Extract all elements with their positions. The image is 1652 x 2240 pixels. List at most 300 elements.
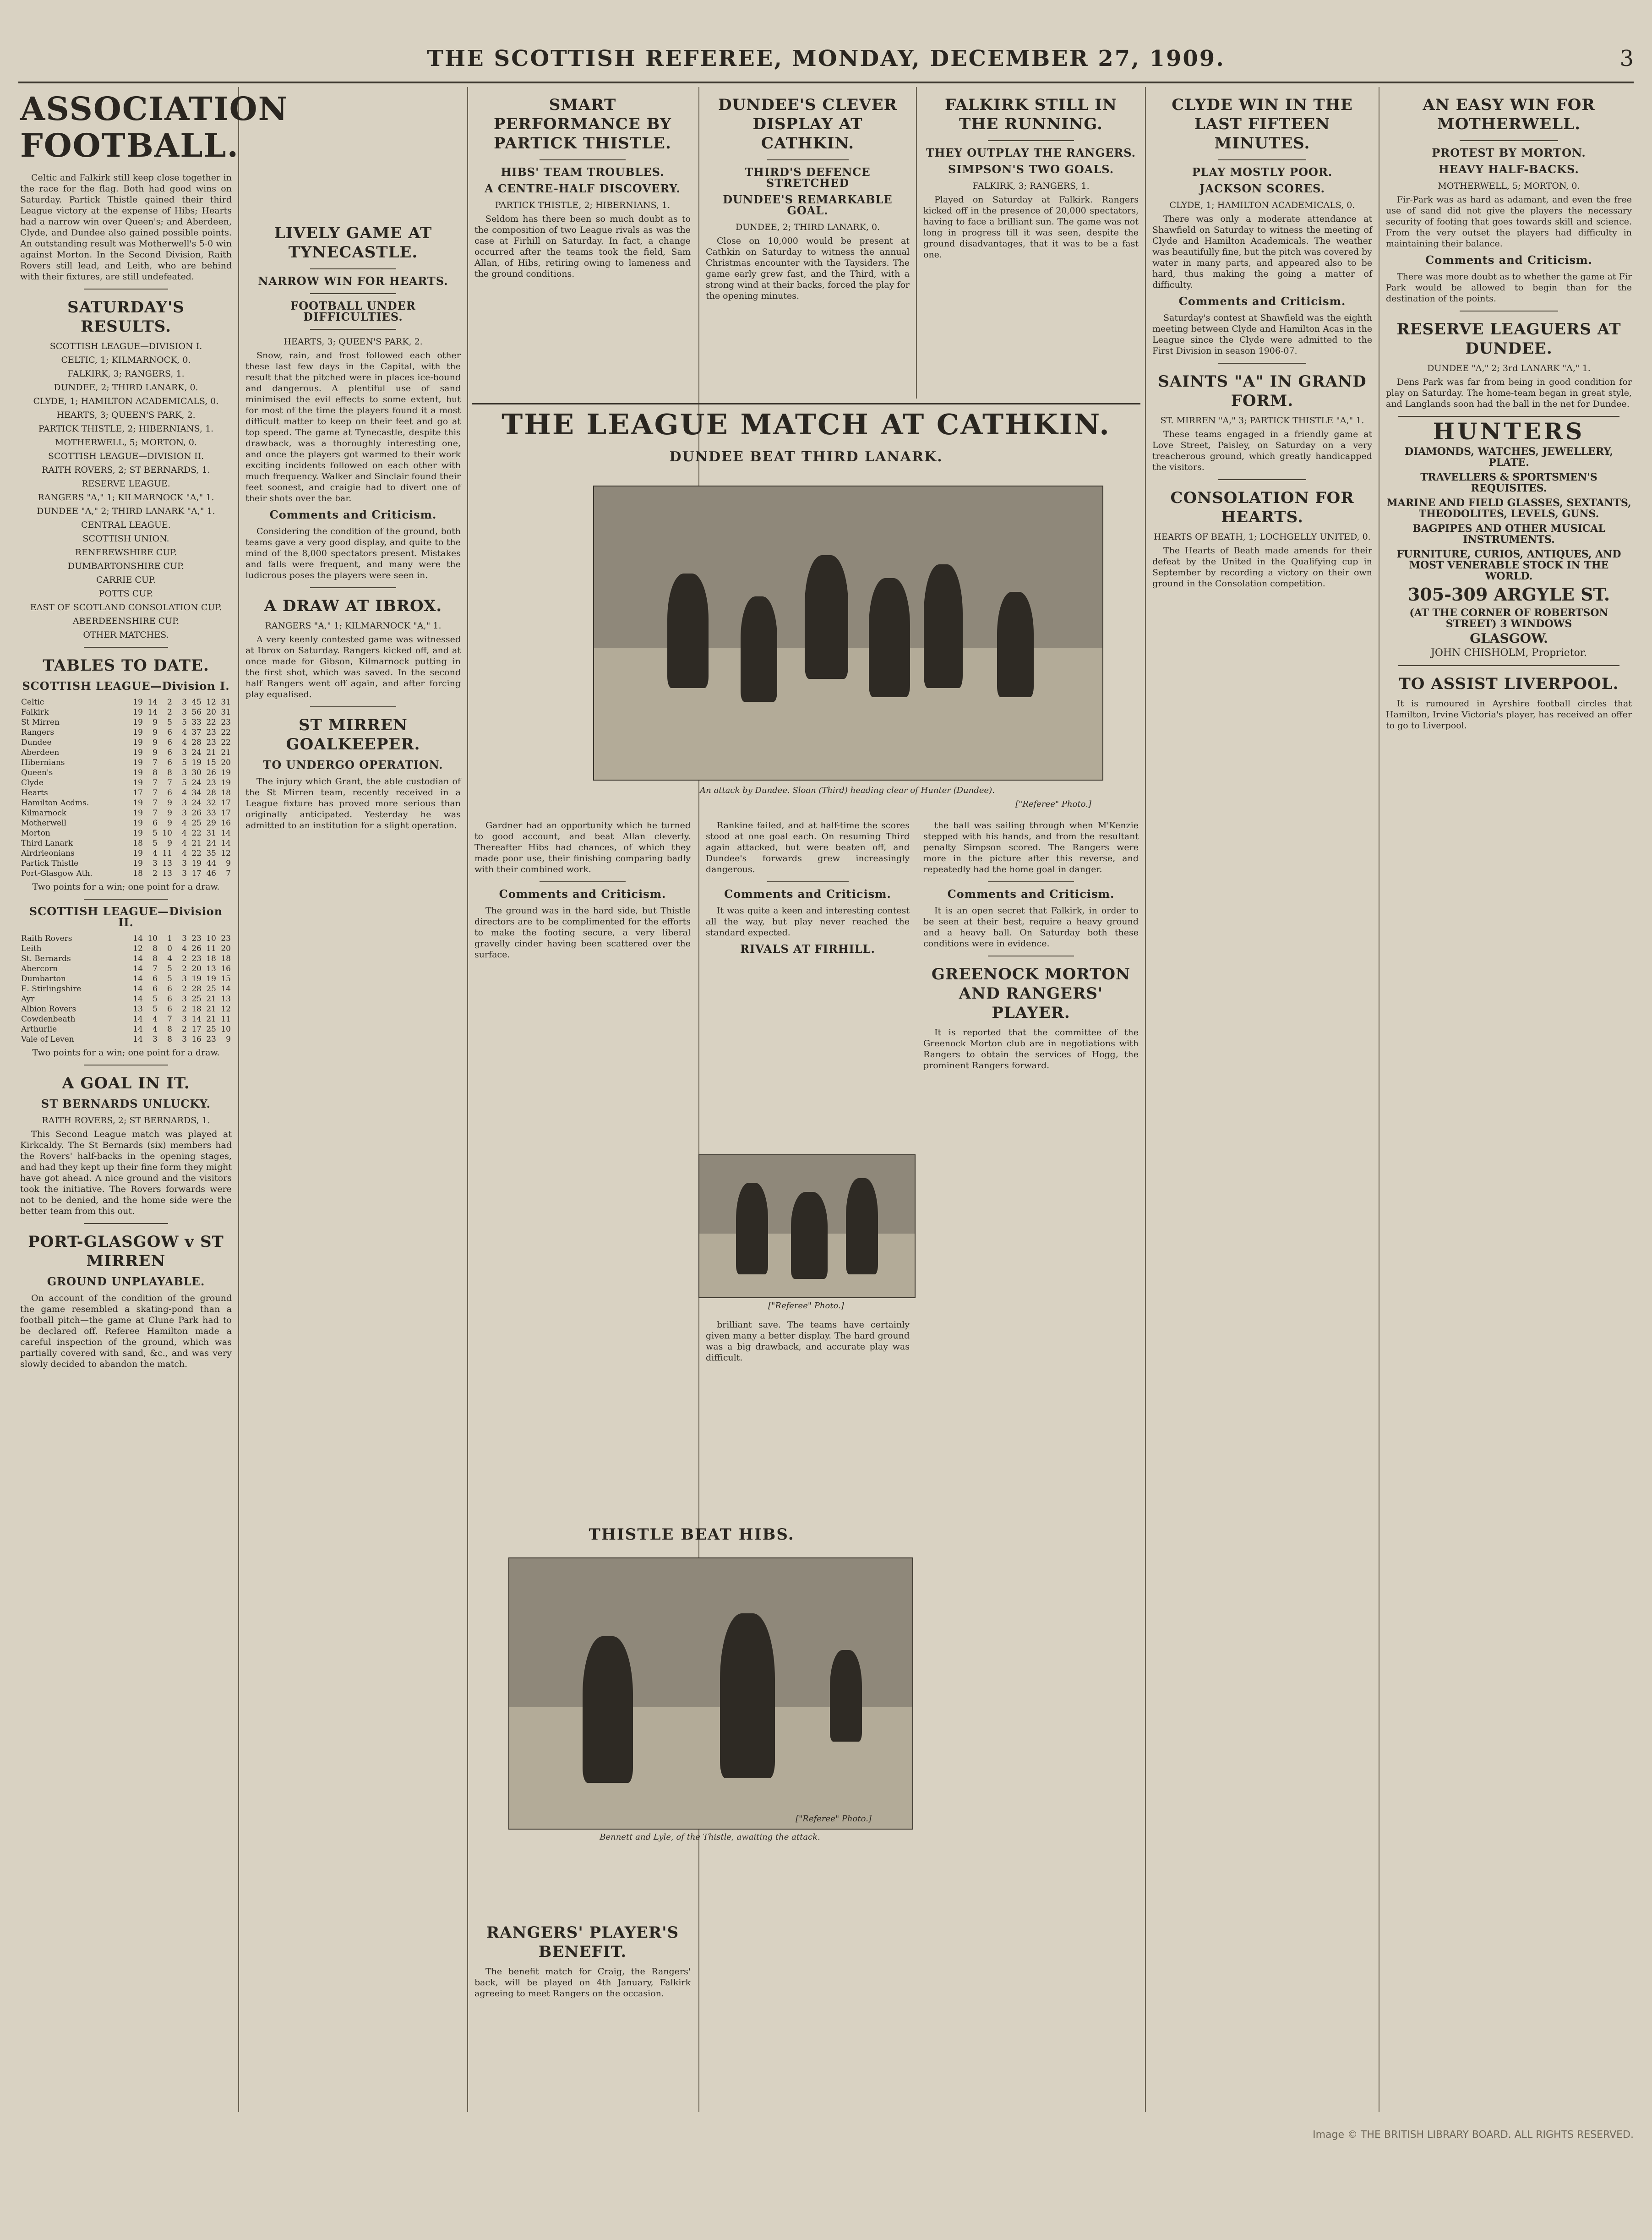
result-line: EAST OF SCOTLAND CONSOLATION CUP. bbox=[30, 602, 222, 612]
photo-credit: ["Referee" Photo.] bbox=[796, 1814, 872, 1824]
article-subheadline: HEAVY HALF-BACKS. bbox=[1439, 163, 1579, 176]
table-cell: 7 bbox=[153, 798, 158, 808]
table-row bbox=[20, 848, 232, 858]
team-name: Ayr bbox=[21, 994, 35, 1004]
table-cell: 20 bbox=[206, 708, 216, 717]
ad-city: GLASGOW. bbox=[1470, 631, 1548, 646]
table-cell: 7 bbox=[226, 869, 231, 878]
section-title: ASSOCIATION FOOTBALL. bbox=[20, 90, 289, 164]
article-subheadline: ST BERNARDS UNLUCKY. bbox=[41, 1097, 211, 1110]
article-body: It was quite a keen and interesting contest all the way, but play never reached the standard expected. bbox=[706, 906, 910, 938]
table-cell: 19 bbox=[191, 974, 202, 983]
table-cell: 21 bbox=[206, 1005, 216, 1014]
article-subheadline: TO UNDERGO OPERATION. bbox=[263, 758, 443, 771]
comments-heading: Comments and Criticism. bbox=[269, 508, 437, 521]
table-cell: 31 bbox=[221, 698, 231, 707]
table-cell: 56 bbox=[191, 708, 202, 717]
match-result: PARTICK THISTLE, 2; HIBERNIANS, 1. bbox=[495, 200, 671, 210]
table-row bbox=[20, 828, 232, 838]
column-4-top bbox=[699, 87, 916, 403]
ad-line: TRAVELLERS & SPORTSMEN'S REQUISITES. bbox=[1420, 471, 1597, 494]
comments-heading: Comments and Criticism. bbox=[724, 887, 891, 901]
feature-subheadline: DUNDEE BEAT THIRD LANARK. bbox=[669, 449, 943, 465]
article-headline: DUNDEE'S CLEVER DISPLAY AT CATHKIN. bbox=[718, 96, 897, 153]
column-3-bottom bbox=[468, 1915, 697, 2107]
table-cell: 18 bbox=[206, 954, 216, 963]
table-cell: 5 bbox=[153, 1005, 158, 1014]
table-cell: 11 bbox=[206, 944, 216, 953]
table-cell: 3 bbox=[182, 698, 187, 707]
table-cell: 13 bbox=[162, 859, 172, 868]
table-cell: 5 bbox=[182, 778, 187, 787]
table-cell: 6 bbox=[167, 748, 172, 757]
photo-caption: An attack by Dundee. Sloan (Third) heading clear of Hunter (Dundee). bbox=[700, 786, 995, 795]
team-name: Raith Rovers bbox=[21, 934, 72, 943]
table-cell: 17 bbox=[191, 1025, 202, 1034]
table-cell: 21 bbox=[206, 1015, 216, 1024]
table-cell: 18 bbox=[133, 869, 143, 878]
article-headline: CLYDE WIN IN THE LAST FIFTEEN MINUTES. bbox=[1172, 96, 1353, 153]
table-cell: 5 bbox=[153, 829, 158, 838]
article-body: Snow, rain, and frost followed each other these last few days in the Capital, with the result that the pitched were in places ice-bound and dangerous. A plentiful use of sand minimised the evil effects to some extent, but for most of the time the players found it a most difficult matter to keep on their feet and go at top speed. The game at Tynecastle, despite this drawback, was a thoroughly interesting one, and once the players got warmed to their work exciting incidents followed on each other with much frequency. Walker and Sinclair found their feet soonest, and craigie had to divert one of their shots over the bar. bbox=[245, 350, 461, 503]
table-cell: 5 bbox=[153, 839, 158, 848]
result-line: RAITH ROVERS, 2; ST BERNARDS, 1. bbox=[42, 465, 210, 475]
article-body: There was more doubt as to whether the game at Fir Park would be allowed to begin than for the destination of the points. bbox=[1386, 272, 1632, 304]
table-cell: 6 bbox=[167, 728, 172, 737]
table-cell: 16 bbox=[221, 964, 231, 973]
table-cell: 24 bbox=[206, 839, 216, 848]
table-cell: 13 bbox=[133, 1005, 143, 1014]
comments-heading: Comments and Criticism. bbox=[1425, 253, 1592, 267]
team-name: Vale of Leven bbox=[21, 1035, 74, 1044]
team-name: Hamilton Acdms. bbox=[21, 798, 89, 808]
table-row bbox=[20, 707, 232, 717]
table-cell: 28 bbox=[191, 738, 202, 747]
article-headline: RANGERS' PLAYER'S BENEFIT. bbox=[486, 1923, 679, 1961]
table-row bbox=[20, 727, 232, 738]
article-headline: GREENOCK MORTON AND RANGERS' PLAYER. bbox=[931, 965, 1131, 1022]
table-row bbox=[20, 1034, 232, 1044]
table-cell: 17 bbox=[221, 798, 231, 808]
table-cell: 9 bbox=[226, 859, 231, 868]
table-cell: 7 bbox=[167, 778, 172, 787]
result-line: CELTIC, 1; KILMARNOCK, 0. bbox=[61, 355, 191, 365]
table-cell: 7 bbox=[153, 964, 158, 973]
team-name: Leith bbox=[21, 944, 42, 953]
table-cell: 33 bbox=[206, 809, 216, 818]
table-cell: 14 bbox=[133, 954, 143, 963]
table-cell: 6 bbox=[153, 984, 158, 994]
table-cell: 8 bbox=[167, 1025, 172, 1034]
table-cell: 26 bbox=[206, 768, 216, 777]
article-subheadline: THIRD'S DEFENCE STRETCHED bbox=[745, 165, 871, 190]
table-cell: 19 bbox=[221, 778, 231, 787]
table-note: Two points for a win; one point for a draw. bbox=[32, 1048, 220, 1058]
table-cell: 12 bbox=[221, 849, 231, 858]
table-cell: 23 bbox=[206, 778, 216, 787]
table-cell: 22 bbox=[191, 829, 202, 838]
table-cell: 45 bbox=[191, 698, 202, 707]
table-row bbox=[20, 818, 232, 828]
article-headline: A DRAW AT IBROX. bbox=[264, 597, 442, 615]
ad-line: MARINE AND FIELD GLASSES, SEXTANTS, THEODOLITES, LEVELS, GUNS. bbox=[1386, 497, 1631, 520]
team-name: Aberdeen bbox=[21, 748, 60, 757]
table-cell: 17 bbox=[221, 809, 231, 818]
table-cell: 2 bbox=[182, 954, 187, 963]
article-subheadline: A CENTRE-HALF DISCOVERY. bbox=[485, 182, 681, 195]
comments-heading: Comments and Criticism. bbox=[499, 887, 666, 901]
article-body: the ball was sailing through when M'Kenzie stepped with his hands, and from the resultant penalty Simpson scored. The Rangers were more in the picture after this reverse, and repeatedly had the home goal in danger. bbox=[923, 820, 1139, 874]
table-cell: 14 bbox=[133, 1035, 143, 1044]
table-cell: 20 bbox=[221, 758, 231, 767]
table-cell: 3 bbox=[153, 1035, 158, 1044]
team-name: Airdrieonians bbox=[21, 849, 75, 858]
table-cell: 7 bbox=[153, 809, 158, 818]
table-cell: 6 bbox=[167, 1005, 172, 1014]
table-cell: 46 bbox=[206, 869, 216, 878]
table-cell: 25 bbox=[206, 1025, 216, 1034]
table-cell: 4 bbox=[182, 728, 187, 737]
league-table-division-2 bbox=[20, 934, 232, 1044]
result-line: CLYDE, 1; HAMILTON ACADEMICALS, 0. bbox=[33, 396, 219, 406]
table-cell: 9 bbox=[153, 738, 158, 747]
team-name: Queen's bbox=[21, 768, 53, 777]
article-body: Saturday's contest at Shawfield was the eighth meeting between Clyde and Hamilton Acas in the League since the Clyde were admitted to the First Division in season 1906-07. bbox=[1152, 313, 1372, 356]
article-headline: LIVELY GAME AT TYNECASTLE. bbox=[274, 224, 432, 262]
table-cell: 8 bbox=[153, 768, 158, 777]
masthead-title: THE SCOTTISH REFEREE, MONDAY, DECEMBER 27, 1909. bbox=[427, 46, 1225, 71]
table-row bbox=[20, 944, 232, 954]
table-cell: 5 bbox=[167, 974, 172, 983]
table-cell: 4 bbox=[182, 944, 187, 953]
table-cell: 3 bbox=[182, 974, 187, 983]
team-name: Arthurlie bbox=[21, 1025, 57, 1034]
article-body: Rankine failed, and at half-time the scores stood at one goal each. On resuming Third again attacked, but were beaten off, and Dundee's forwards grew increasingly dangerous. bbox=[706, 820, 910, 874]
team-name: Morton bbox=[21, 829, 50, 838]
table-cell: 19 bbox=[133, 778, 143, 787]
table-cell: 14 bbox=[221, 839, 231, 848]
team-name: Clyde bbox=[21, 778, 44, 787]
table-cell: 26 bbox=[191, 809, 202, 818]
table-cell: 19 bbox=[133, 758, 143, 767]
article-headline: ST MIRREN GOALKEEPER. bbox=[286, 716, 420, 754]
table-cell: 14 bbox=[147, 708, 158, 717]
photo-credit: ["Referee" Photo.] bbox=[768, 1301, 844, 1311]
article-subheadline: HIBS' TEAM TROUBLES. bbox=[501, 165, 665, 179]
table-row bbox=[20, 1024, 232, 1034]
article-body: Fir-Park was as hard as adamant, and even the free use of sand did not give the players the necessary security of footing that goes towards skill and science. From the very outset the players had difficulty in maintaining their balance. bbox=[1386, 195, 1632, 249]
table-cell: 7 bbox=[153, 788, 158, 798]
table-cell: 4 bbox=[182, 829, 187, 838]
table-cell: 4 bbox=[182, 738, 187, 747]
table-cell: 9 bbox=[153, 718, 158, 727]
ad-address-note: (AT THE CORNER OF ROBERTSON STREET) 3 WINDOWS bbox=[1409, 607, 1608, 630]
table-row bbox=[20, 768, 232, 778]
results-heading: SATURDAY'S RESULTS. bbox=[67, 298, 185, 336]
table-cell: 7 bbox=[153, 778, 158, 787]
division-2-heading: SCOTTISH LEAGUE—Division II. bbox=[29, 905, 223, 929]
team-name: Rangers bbox=[21, 728, 55, 737]
table-row bbox=[20, 964, 232, 974]
hunters-advertisement bbox=[1386, 418, 1632, 659]
table-cell: 2 bbox=[182, 1025, 187, 1034]
table-cell: 37 bbox=[191, 728, 202, 737]
table-cell: 25 bbox=[191, 994, 202, 1004]
table-row bbox=[20, 1004, 232, 1014]
column-4-continued bbox=[699, 1319, 916, 1502]
league-table-division-1 bbox=[20, 697, 232, 879]
table-row bbox=[20, 994, 232, 1004]
division-1-heading: SCOTTISH LEAGUE—Division I. bbox=[22, 679, 230, 693]
result-line: OTHER MATCHES. bbox=[83, 630, 169, 640]
table-cell: 19 bbox=[133, 748, 143, 757]
table-cell: 19 bbox=[133, 859, 143, 868]
table-cell: 18 bbox=[191, 1005, 202, 1014]
table-cell: 2 bbox=[167, 698, 172, 707]
table-cell: 13 bbox=[221, 994, 231, 1004]
table-cell: 15 bbox=[206, 758, 216, 767]
table-cell: 30 bbox=[191, 768, 202, 777]
table-cell: 6 bbox=[167, 758, 172, 767]
table-cell: 20 bbox=[191, 964, 202, 973]
table-cell: 2 bbox=[167, 708, 172, 717]
article-headline: RESERVE LEAGUERS AT DUNDEE. bbox=[1396, 320, 1621, 358]
team-name: Partick Thistle bbox=[21, 859, 79, 868]
table-cell: 6 bbox=[167, 788, 172, 798]
result-line: DUNDEE "A," 2; THIRD LANARK "A," 1. bbox=[37, 506, 215, 516]
result-line: SCOTTISH LEAGUE—DIVISION I. bbox=[49, 341, 202, 351]
photo-credit: ["Referee" Photo.] bbox=[1015, 799, 1091, 809]
table-cell: 44 bbox=[206, 859, 216, 868]
table-row bbox=[20, 697, 232, 707]
table-cell: 23 bbox=[221, 718, 231, 727]
result-line: FALKIRK, 3; RANGERS, 1. bbox=[67, 369, 185, 379]
table-cell: 17 bbox=[133, 788, 143, 798]
article-body: There was only a moderate attendance at Shawfield on Saturday to witness the meeting of Clyde and Hamilton Academicals. The weather was beautifully fine, but the pitch was covered by water in many parts, and appeared also to be hard, thus making the going a matter of difficulty. bbox=[1152, 214, 1372, 290]
table-cell: 9 bbox=[167, 839, 172, 848]
table-cell: 14 bbox=[133, 994, 143, 1004]
team-name: Dumbarton bbox=[21, 974, 66, 983]
table-row bbox=[20, 748, 232, 758]
copyright-footer: Image © THE BRITISH LIBRARY BOARD. ALL RIGHTS RESERVED. bbox=[1313, 2129, 1634, 2141]
comments-heading: Comments and Criticism. bbox=[947, 887, 1115, 901]
table-cell: 3 bbox=[182, 1015, 187, 1024]
table-cell: 19 bbox=[133, 728, 143, 737]
intro-paragraph: Celtic and Falkirk still keep close together in the race for the flag. Both had good wins on Saturday. Partick Thistle gained their third League victory at the expense of Hibs; Hearts had a narrow win over Queen's; and Aberdeen, Clyde, and Dundee also gained possible points. An outstanding result was Motherwell's 5-0 win against Morton. In the Second Division, Raith Rovers still lead, and Leith, who are behind with their fixtures, are still undefeated. bbox=[20, 173, 232, 282]
table-cell: 2 bbox=[182, 984, 187, 994]
table-cell: 21 bbox=[191, 839, 202, 848]
match-result: ST. MIRREN "A," 3; PARTICK THISTLE "A," 1. bbox=[1160, 415, 1364, 426]
team-name: Celtic bbox=[21, 698, 44, 707]
table-row bbox=[20, 869, 232, 879]
table-cell: 18 bbox=[221, 788, 231, 798]
table-cell: 26 bbox=[191, 944, 202, 953]
table-cell: 19 bbox=[206, 974, 216, 983]
article-body: It is reported that the committee of the Greenock Morton club are in negotiations with Rangers to obtain the services of Hogg, the prominent Rangers forward. bbox=[923, 1027, 1139, 1071]
table-cell: 20 bbox=[221, 944, 231, 953]
ad-proprietor: JOHN CHISHOLM, Proprietor. bbox=[1431, 647, 1587, 659]
table-cell: 23 bbox=[206, 728, 216, 737]
team-name: Third Lanark bbox=[21, 839, 73, 848]
table-cell: 21 bbox=[221, 748, 231, 757]
article-body: It is rumoured in Ayrshire football circles that Hamilton, Irvine Victoria's player, has received an offer to go to Liverpool. bbox=[1386, 699, 1632, 731]
ad-address: 305-309 ARGYLE ST. bbox=[1407, 584, 1610, 605]
tables-heading: TABLES TO DATE. bbox=[43, 656, 209, 675]
table-cell: 10 bbox=[147, 934, 158, 943]
table-cell: 33 bbox=[191, 718, 202, 727]
table-cell: 19 bbox=[221, 768, 231, 777]
match-photo-firhill bbox=[698, 1154, 916, 1298]
team-name: Albion Rovers bbox=[21, 1005, 76, 1014]
table-cell: 32 bbox=[206, 798, 216, 808]
table-cell: 2 bbox=[153, 869, 158, 878]
table-cell: 21 bbox=[206, 994, 216, 1004]
article-body: Gardner had an opportunity which he turned to good account, and beat Allan cleverly. Thereafter Hibs had chances, of which they made poor use, their finishing comparing badly with their combined work. bbox=[474, 820, 691, 874]
team-name: Hearts bbox=[21, 788, 48, 798]
table-cell: 3 bbox=[182, 1035, 187, 1044]
column-1 bbox=[14, 87, 289, 2112]
table-cell: 9 bbox=[153, 748, 158, 757]
table-cell: 11 bbox=[162, 849, 172, 858]
table-row bbox=[20, 954, 232, 964]
ad-line: BAGPIPES AND OTHER MUSICAL INSTRUMENTS. bbox=[1412, 523, 1605, 546]
result-line: CARRIE CUP. bbox=[96, 575, 156, 585]
table-cell: 35 bbox=[206, 849, 216, 858]
result-line: RANGERS "A," 1; KILMARNOCK "A," 1. bbox=[38, 492, 214, 503]
table-cell: 2 bbox=[182, 1005, 187, 1014]
result-line: DUMBARTONSHIRE CUP. bbox=[67, 561, 185, 571]
table-cell: 13 bbox=[162, 869, 172, 878]
table-cell: 16 bbox=[191, 1035, 202, 1044]
table-cell: 14 bbox=[221, 829, 231, 838]
article-subheadline: JACKSON SCORES. bbox=[1199, 182, 1325, 195]
table-cell: 34 bbox=[191, 788, 202, 798]
table-cell: 4 bbox=[153, 1015, 158, 1024]
table-row bbox=[20, 808, 232, 818]
table-cell: 3 bbox=[182, 934, 187, 943]
table-cell: 4 bbox=[153, 849, 158, 858]
column-3-top bbox=[468, 87, 697, 403]
result-line: RENFREWSHIRE CUP. bbox=[75, 547, 177, 557]
article-body: A very keenly contested game was witnessed at Ibrox on Saturday. Rangers kicked off, and at once made for Gibson, Kilmarnock putting in the first shot, which was saved. In the second half Rangers went off again, and after forcing play equalised. bbox=[245, 634, 461, 699]
team-name: Falkirk bbox=[21, 708, 49, 717]
team-name: Cowdenbeath bbox=[21, 1015, 76, 1024]
table-cell: 1 bbox=[167, 934, 172, 943]
table-cell: 2 bbox=[182, 964, 187, 973]
table-cell: 31 bbox=[221, 708, 231, 717]
article-subheadline: PLAY MOSTLY POOR. bbox=[1192, 165, 1333, 179]
ad-brand-name: HUNTERS bbox=[1433, 418, 1585, 445]
article-body: Seldom has there been so much doubt as to the composition of two League rivals as was the case at Firhill on Saturday. In fact, a change occurred after the teams took the field, Sam Allan, of Hibs, retiring owing to lameness and the ground conditions. bbox=[474, 214, 691, 279]
article-headline: PORT-GLASGOW v ST MIRREN bbox=[28, 1233, 224, 1270]
table-cell: 0 bbox=[167, 944, 172, 953]
page-number: 3 bbox=[1619, 46, 1634, 71]
table-cell: 14 bbox=[191, 1015, 202, 1024]
table-row bbox=[20, 858, 232, 869]
table-cell: 23 bbox=[191, 954, 202, 963]
article-body: The ground was in the hard side, but Thistle directors are to be complimented for the efforts to make the footing secure, a very liberal gravelly cinder having been scattered over the surface. bbox=[474, 906, 691, 960]
table-cell: 19 bbox=[133, 809, 143, 818]
table-row bbox=[20, 934, 232, 944]
table-cell: 14 bbox=[133, 934, 143, 943]
table-cell: 6 bbox=[153, 974, 158, 983]
table-cell: 14 bbox=[221, 984, 231, 994]
table-cell: 10 bbox=[221, 1025, 231, 1034]
article-body: The injury which Grant, the able custodian of the St Mirren team, recently received in a League fixture has proved more serious than originally anticipated. Yesterday he was admitted to an institution for a slight operation. bbox=[245, 776, 461, 830]
table-cell: 4 bbox=[167, 954, 172, 963]
table-cell: 19 bbox=[133, 708, 143, 717]
table-cell: 23 bbox=[191, 934, 202, 943]
table-cell: 29 bbox=[206, 819, 216, 828]
table-row bbox=[20, 738, 232, 748]
match-photo-cathkin bbox=[593, 486, 1103, 781]
team-name: Hibernians bbox=[21, 758, 65, 767]
table-cell: 16 bbox=[221, 819, 231, 828]
team-name: Kilmarnock bbox=[21, 809, 66, 818]
table-cell: 8 bbox=[167, 1035, 172, 1044]
table-cell: 10 bbox=[206, 934, 216, 943]
table-cell: 3 bbox=[182, 798, 187, 808]
article-body: Played on Saturday at Falkirk. Rangers kicked off in the presence of 20,000 spectators, having to face a brilliant sun. The game was not long in progress till it was seen, despite the ground disadvantages, that it was to be a fast one. bbox=[923, 195, 1139, 260]
article-subheadline: SIMPSON'S TWO GOALS. bbox=[948, 163, 1114, 176]
table-cell: 3 bbox=[153, 859, 158, 868]
table-cell: 7 bbox=[167, 1015, 172, 1024]
table-cell: 9 bbox=[226, 1035, 231, 1044]
table-cell: 4 bbox=[182, 788, 187, 798]
table-cell: 5 bbox=[167, 964, 172, 973]
result-line: SCOTTISH LEAGUE—DIVISION II. bbox=[48, 451, 204, 461]
table-cell: 14 bbox=[133, 984, 143, 994]
table-cell: 22 bbox=[191, 849, 202, 858]
table-cell: 5 bbox=[182, 718, 187, 727]
table-cell: 3 bbox=[182, 708, 187, 717]
article-body: The Hearts of Beath made amends for their defeat by the United in the Qualifying cup in September by recording a victory on their own ground in the Consolation competition. bbox=[1152, 546, 1372, 589]
comments-heading: Comments and Criticism. bbox=[1178, 295, 1346, 308]
team-name: St. Bernards bbox=[21, 954, 71, 963]
results-list bbox=[20, 341, 232, 640]
table-cell: 28 bbox=[191, 984, 202, 994]
table-cell: 5 bbox=[167, 718, 172, 727]
table-cell: 12 bbox=[221, 1005, 231, 1014]
team-name: Motherwell bbox=[21, 819, 67, 828]
table-cell: 9 bbox=[167, 809, 172, 818]
table-cell: 3 bbox=[182, 859, 187, 868]
team-name: St Mirren bbox=[21, 718, 60, 727]
table-row bbox=[20, 974, 232, 984]
table-cell: 14 bbox=[147, 698, 158, 707]
table-cell: 10 bbox=[162, 829, 172, 838]
feature-headline: THE LEAGUE MATCH AT CATHKIN. bbox=[502, 408, 1111, 441]
result-line: SCOTTISH UNION. bbox=[82, 534, 169, 544]
table-cell: 5 bbox=[153, 994, 158, 1004]
feature-rule bbox=[472, 403, 1140, 404]
article-body: This Second League match was played at Kirkcaldy. The St Bernards (six) members had the Rovers' half-backs in the opening stages, and had they kept up their fine form they might have got ahead. A nice ground and the visitors took the initiative. The Rovers forwards were not to be denied, and the home side were the better team from this out. bbox=[20, 1129, 232, 1216]
table-cell: 6 bbox=[167, 984, 172, 994]
article-subheadline: PROTEST BY MORTON. bbox=[1432, 146, 1586, 159]
table-cell: 28 bbox=[206, 788, 216, 798]
table-note: Two points for a win; one point for a draw. bbox=[32, 882, 220, 892]
result-line: DUNDEE, 2; THIRD LANARK, 0. bbox=[54, 382, 198, 393]
match-result: HEARTS OF BEATH, 1; LOCHGELLY UNITED, 0. bbox=[1154, 532, 1371, 542]
table-cell: 17 bbox=[191, 869, 202, 878]
article-body: Considering the condition of the ground, both teams gave a very good display, and quite to the mind of the 8,000 spectators present. Mistakes and falls were frequent, and many were the ludicrous poses the players were seen in. bbox=[245, 526, 461, 580]
article-headline: FALKIRK STILL IN THE RUNNING. bbox=[945, 96, 1117, 133]
photo-heading: RIVALS AT FIRHILL. bbox=[740, 942, 875, 956]
ad-line: FURNITURE, CURIOS, ANTIQUES, AND MOST VENERABLE STOCK IN THE WORLD. bbox=[1396, 548, 1621, 582]
table-cell: 9 bbox=[167, 819, 172, 828]
table-cell: 19 bbox=[133, 849, 143, 858]
table-cell: 8 bbox=[153, 944, 158, 953]
